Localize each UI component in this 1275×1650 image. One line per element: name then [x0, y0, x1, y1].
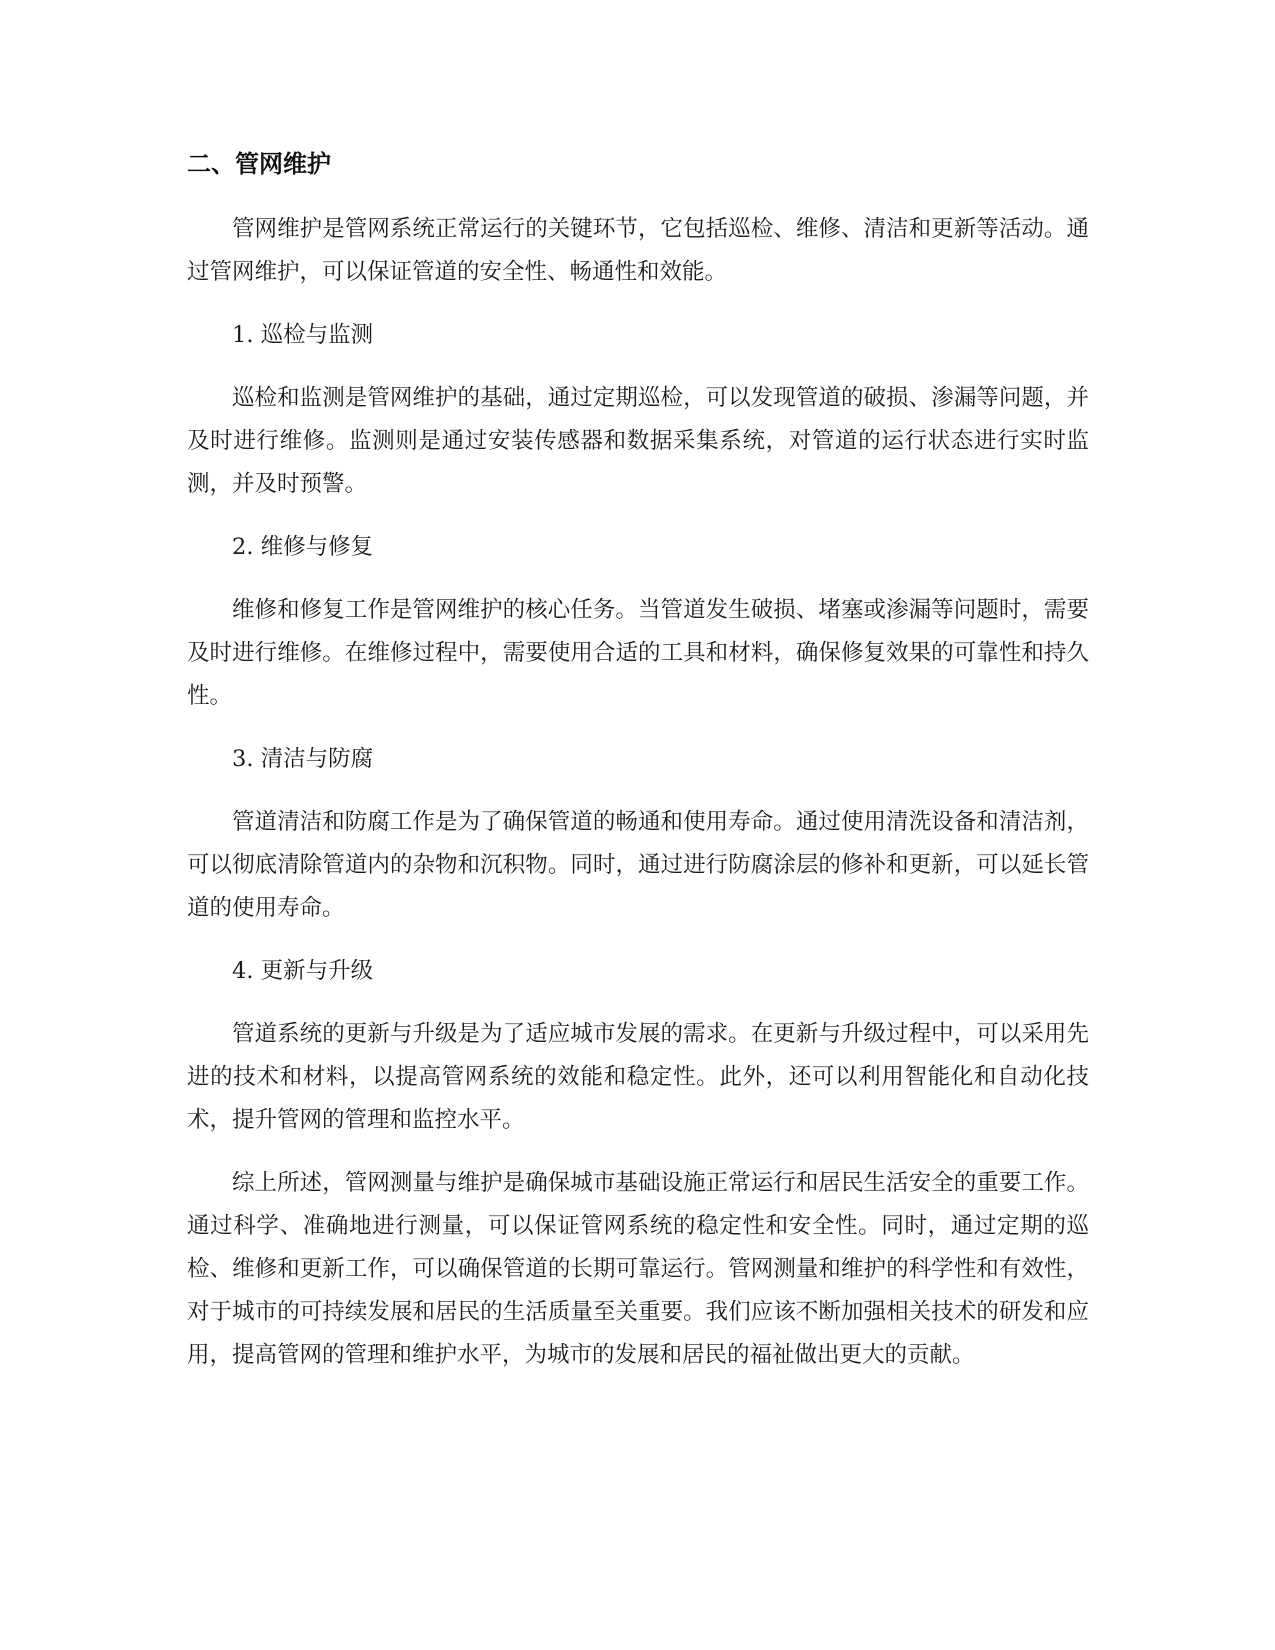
document-body	[187, 146, 1089, 1397]
subsection-title-inspection: 1. 巡检与监测	[232, 322, 374, 348]
section-heading: 二、管网维护	[187, 150, 331, 178]
subsection-title-upgrade: 4. 更新与升级	[232, 958, 374, 984]
intro-paragraph: 管网维护是管网系统正常运行的关键环节，它包括巡检、维修、清洁和更新等活动。通过管网维护，可以保证管道的安全性、畅通性和效能。	[187, 216, 1089, 285]
subsection-title-repair: 2. 维修与修复	[232, 534, 374, 560]
subsection-body-repair: 维修和修复工作是管网维护的核心任务。当管道发生破损、堵塞或渗漏等问题时，需要及时进行维修。在维修过程中，需要使用合适的工具和材料，确保修复效果的可靠性和持久性。	[187, 597, 1089, 709]
subsection-body-cleaning: 管道清洁和防腐工作是为了确保管道的畅通和使用寿命。通过使用清洗设备和清洁剂，可以彻底清除管道内的杂物和沉积物。同时，通过进行防腐涂层的修补和更新，可以延长管道的使用寿命。	[187, 809, 1089, 921]
subsection-body-upgrade: 管道系统的更新与升级是为了适应城市发展的需求。在更新与升级过程中，可以采用先进的技术和材料，以提高管网系统的效能和稳定性。此外，还可以利用智能化和自动化技术，提升管网的管理和监控水平。	[187, 1021, 1089, 1133]
conclusion-paragraph: 综上所述，管网测量与维护是确保城市基础设施正常运行和居民生活安全的重要工作。通过科学、准确地进行测量，可以保证管网系统的稳定性和安全性。同时，通过定期的巡检、维修和更新工作，可以确保管道的长期可靠运行。管网测量和维护的科学性和有效性，对于城市的可持续发展和居民的生活质量至关重要。我们应该不断加强相关技术的研发和应用，提高管网的管理和维护水平，为城市的发展和居民的福祉做出更大的贡献。	[187, 1170, 1089, 1368]
subsection-title-cleaning: 3. 清洁与防腐	[232, 746, 374, 772]
subsection-body-inspection: 巡检和监测是管网维护的基础，通过定期巡检，可以发现管道的破损、渗漏等问题，并及时进行维修。监测则是通过安装传感器和数据采集系统，对管道的运行状态进行实时监测，并及时预警。	[187, 385, 1089, 497]
